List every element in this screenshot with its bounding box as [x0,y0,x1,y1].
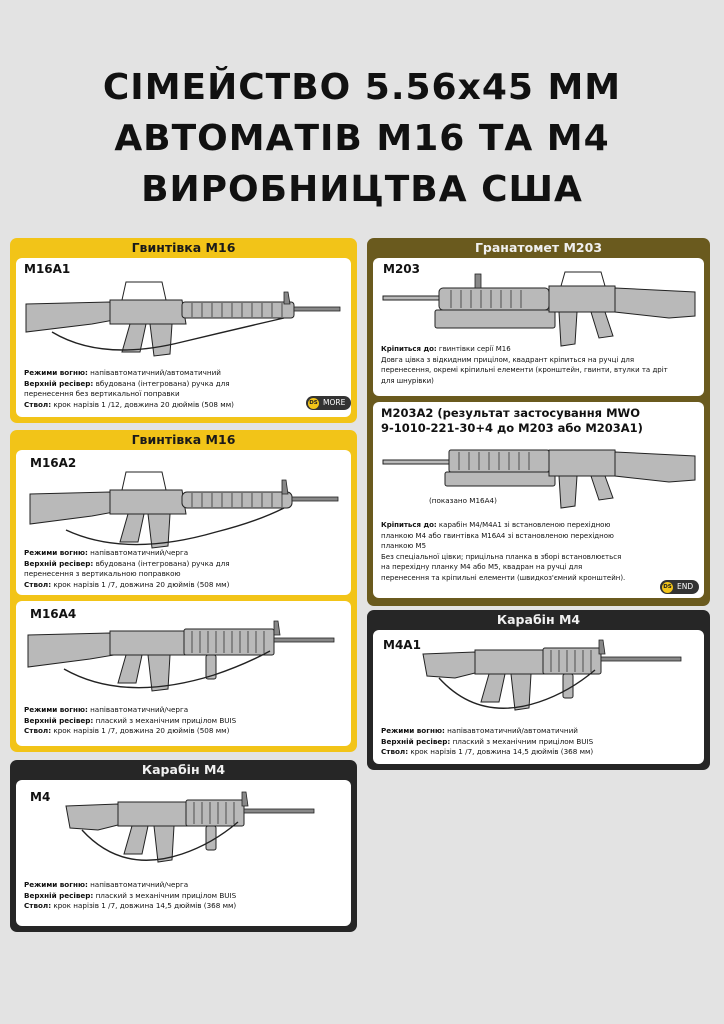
end-button[interactable] [660,580,699,594]
fire-label: Режими вогню: [24,368,88,377]
receiver-value: плаский з механічним прицілом BUIS [93,715,237,725]
m4a1-card [373,630,704,764]
barrel-label: Ствол: [381,747,409,756]
receiver-label: Верхній ресівер: [24,715,94,725]
mount-value: карабін M4/M4A1 зі встановленою перехідною [436,521,611,529]
description-line-4: на перехідну планку M4 або M5, квадран на ручці для [381,563,583,571]
m203a2-card [373,402,704,598]
ds-logo-icon: DS [662,582,673,593]
m16a4-specs [24,705,344,737]
m16a1-rifle-image [22,272,347,364]
title-line-1: СІМЕЙСТВО 5.56x45 ММ [102,67,622,108]
description-line-1: планкою M4 або гвинтівка M16A4 зі встановленою перехідною [381,531,614,540]
title-line-3: ВИРОБНИЦТВА США [141,169,583,210]
receiver-label: Верхній ресівер: [381,736,451,746]
m203-launcher-image [379,268,701,350]
shown-model-caption: (показано M16A4) [429,496,497,505]
barrel-value: крок нарізів 1 /7, довжина 14,5 дюймів (368 мм) [408,747,594,756]
end-label: END [677,582,694,591]
mount-value: гвинтівки серії M16 [436,345,511,353]
m16a4-card [16,601,351,746]
model-name: M203 [383,262,420,276]
model-name: M4A1 [383,638,421,652]
fire-label: Режими вогню: [24,548,88,557]
more-button[interactable] [306,396,351,410]
barrel-value: крок нарізів 1 /7, довжина 20 дюймів (508 мм) [51,579,230,589]
description-line-3: Без спеціальної цівки; прицільна планка в зборі встановлюється [381,552,622,561]
barrel-label: Ствол: [24,399,52,409]
m4-card [16,780,351,926]
m203-card [373,258,704,396]
model-name [381,406,643,436]
barrel-label: Ствол: [24,901,52,910]
receiver-value: вбудована (інтегрована) ручка для [93,378,230,388]
m16a2-card [16,450,351,595]
model-name: M4 [30,790,51,804]
model-name: M16A1 [24,262,71,276]
m203-panel [367,238,710,606]
m16-panel [10,430,357,752]
m203a2-launcher-image [379,438,701,510]
panel-header: Карабін M4 [141,762,226,777]
receiver-value: плаский з механічним прицілом BUIS [93,890,237,900]
page-title [0,62,724,215]
fire-label: Режими вогню: [24,880,88,889]
description-line-3: для шнурівки) [381,376,434,385]
mount-label: Кріпиться до: [381,345,437,353]
m16a2-specs [24,548,344,590]
barrel-value: крок нарізів 1 /12, довжина 20 дюймів (508 мм) [51,399,234,409]
receiver-value-2: перенесення без вертикальної поправки [24,389,180,398]
panel-header: Карабін M4 [496,612,581,627]
fire-value: напівавтоматичний/автоматичний [444,726,578,735]
panel-header: Гвинтівка M16 [131,432,236,447]
receiver-label: Верхній ресівер: [24,378,94,388]
m16a1-card [16,258,351,417]
m16a1-panel [10,238,357,423]
description-line-2: перенесення, окремі кріпильні елементи (кронштейн, гвинти, втулки та дріт [381,366,668,374]
m4-carbine-image [62,784,322,876]
m4a1-carbine-image [419,634,689,722]
barrel-value: крок нарізів 1 /7, довжина 20 дюймів (508 мм) [51,726,230,735]
m16a1-specs [24,368,344,410]
description-line-5: перенесення та кріпильні елементи (швидкоз'ємний кронштейн). [381,573,626,582]
m4-panel [10,760,357,932]
m203-specs [381,344,699,386]
panel-header: Гранатомет M203 [474,240,603,255]
barrel-label: Ствол: [24,579,52,589]
ds-logo-icon: DS [308,398,319,409]
fire-value: напівавтоматичний/черга [87,880,189,889]
description-line-1: Довга цівка з відкидним прицілом, квадрант кріпиться на ручці для [381,355,635,364]
receiver-label: Верхній ресівер: [24,890,94,900]
fire-value: напівавтоматичний/черга [87,705,189,714]
title-line-2: АВТОМАТІВ М16 ТА М4 [114,118,610,159]
m4-specs [24,880,344,912]
m4a1-panel [367,610,710,770]
m16a2-rifle-image [26,462,344,552]
mount-label: Кріпиться до: [381,521,437,529]
barrel-label: Ствол: [24,726,52,735]
m4a1-specs [381,726,699,758]
receiver-label: Верхній ресівер: [24,558,94,568]
receiver-value-2: перенесення з вертикальною поправкою [24,569,181,578]
m203a2-specs [381,520,699,583]
fire-label: Режими вогню: [381,726,445,735]
receiver-value: плаский з механічним прицілом BUIS [450,736,594,746]
receiver-value: вбудована (інтегрована) ручка для [93,558,230,568]
panel-header: Гвинтівка M16 [131,240,236,255]
fire-label: Режими вогню: [24,705,88,714]
model-name-line-1: M203A2 (результат застосування MWO [381,406,640,420]
barrel-value: крок нарізів 1 /7, довжина 14,5 дюймів (368 мм) [51,901,237,910]
more-label: MORE [323,398,346,407]
model-name: M16A4 [30,607,77,621]
model-name: M16A2 [30,456,77,470]
model-name-line-2: 9-1010-221-30+4 до M203 або M203A1) [381,421,643,435]
m16a4-rifle-image [24,611,344,703]
fire-value: напівавтоматичний/автоматичний [87,368,221,377]
fire-value: напівавтоматичний/черга [87,548,189,557]
description-line-2: планкою M5 [381,542,427,550]
